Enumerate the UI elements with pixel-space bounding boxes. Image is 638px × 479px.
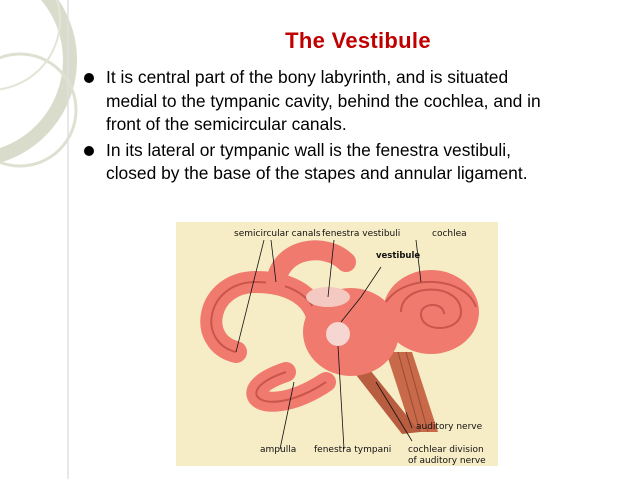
fenestra-tympani-circle <box>326 322 350 346</box>
label-semicircular-canals: semicircular canals <box>234 229 321 239</box>
bullet-text: It is central part of the bony labyrinth, and is situated medial to the tympanic cavity, behind the cochlea, and in front of the semicircular canals. <box>106 67 541 134</box>
label-cochlear-division-2: of auditory nerve <box>408 456 486 466</box>
label-auditory-nerve: auditory nerve <box>416 422 483 432</box>
label-cochlear-division: cochlear division <box>408 445 484 455</box>
bullet-item <box>84 66 564 137</box>
label-ampulla: ampulla <box>260 445 297 455</box>
slide-title: The Vestibule <box>285 28 431 53</box>
bullet-text: In its lateral or tympanic wall is the fenestra vestibuli, closed by the base of the stapes and annular ligament. <box>106 139 528 183</box>
vestibule-diagram <box>176 222 498 466</box>
bullet-dot-icon <box>84 146 94 156</box>
label-cochlea: cochlea <box>432 229 467 239</box>
bullet-list <box>84 66 564 188</box>
bullet-dot-icon <box>84 73 94 83</box>
label-vestibule: vestibule <box>376 251 421 261</box>
label-fenestra-vestibuli: fenestra vestibuli <box>322 229 401 239</box>
cochlea-shape <box>383 270 479 354</box>
label-fenestra-tympani: fenestra tympani <box>314 445 392 455</box>
bullet-item <box>84 139 564 186</box>
